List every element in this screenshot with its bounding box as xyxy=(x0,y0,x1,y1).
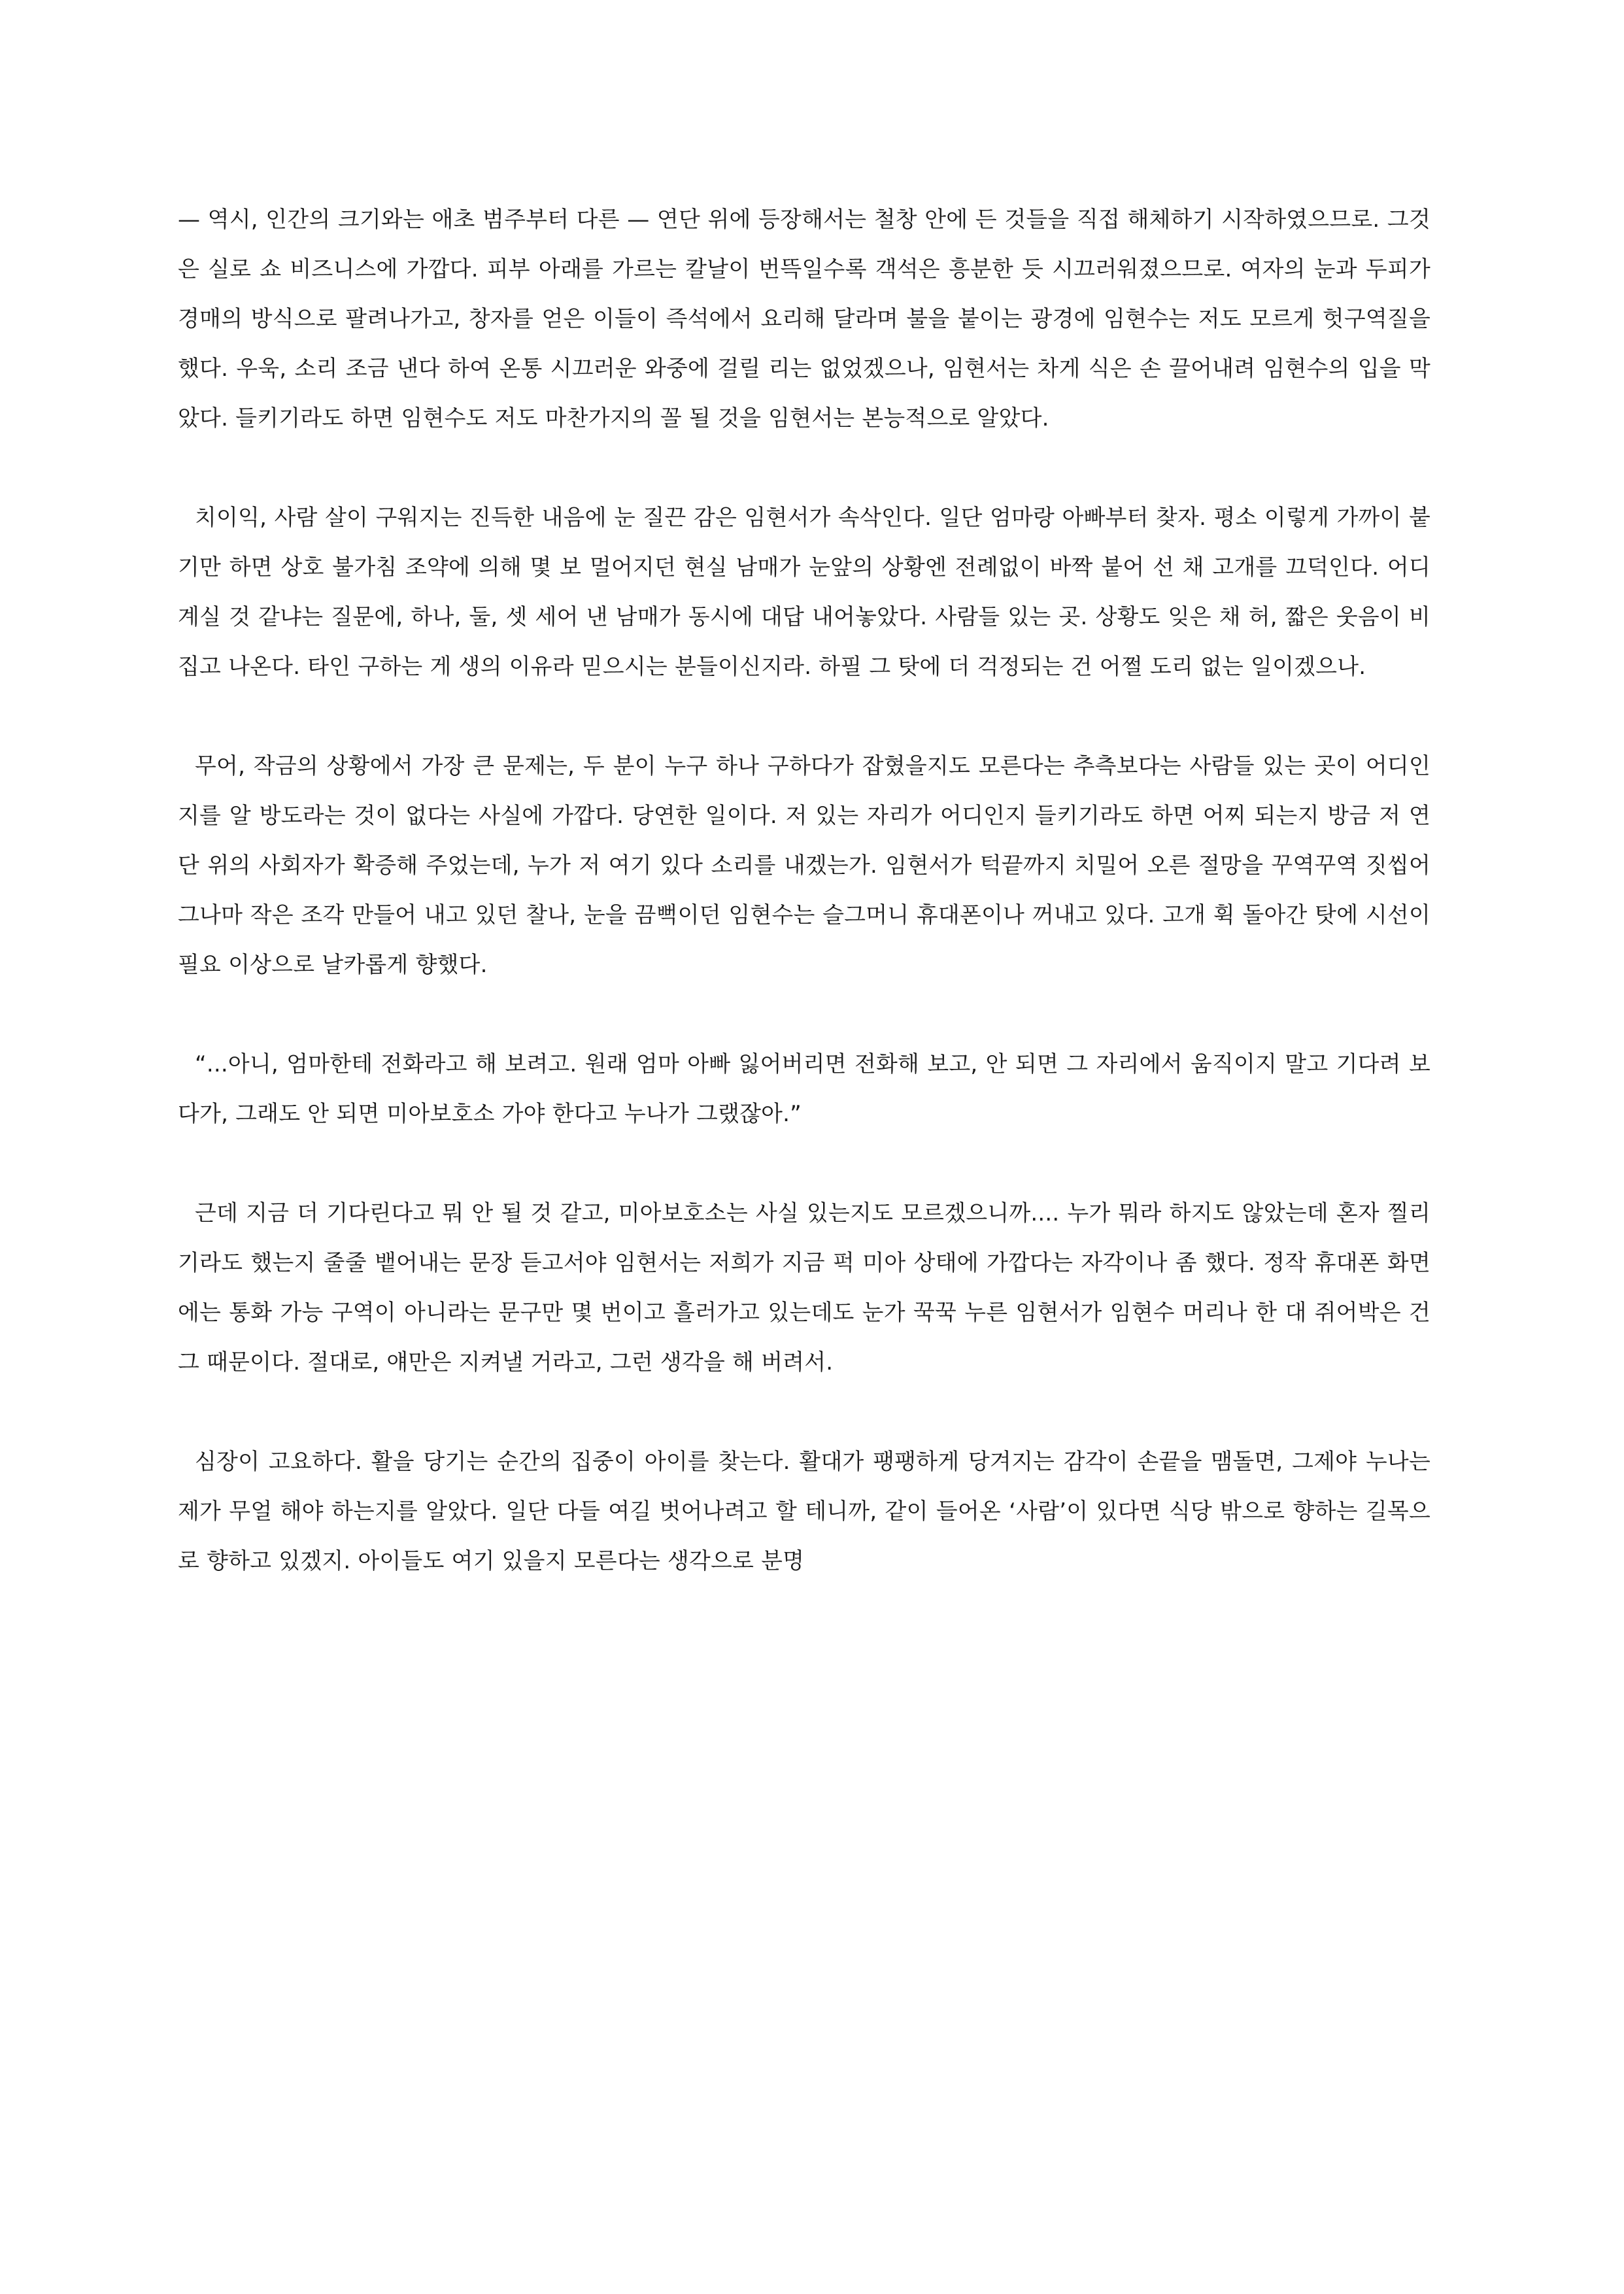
paragraph-6: 심장이 고요하다. 활을 당기는 순간의 집중이 아이를 찾는다. 활대가 팽팽하게 당겨지는 감각이 손끝을 맴돌면, 그제야 누나는 제가 무얼 해야 하는지를 알았다. 일단 다들 여길 벗어나려고 할 테니까, 같이 들어온 ‘사람’이 있다면 식당 밖으로 향하는 길목으로 향하고 있겠지. 아이들도 여기 있을지 모른다는 생각으로 분명 xyxy=(178,1449,1430,1574)
document-body xyxy=(178,195,1430,1586)
paragraph-gap xyxy=(178,1387,1430,1437)
paragraph-gap xyxy=(178,692,1430,741)
paragraph-gap xyxy=(178,1139,1430,1189)
paragraph-2: 치이익, 사람 살이 구워지는 진득한 내음에 눈 질끈 감은 임현서가 속삭인다. 일단 엄마랑 아빠부터 찾자. 평소 이렇게 가까이 붙기만 하면 상호 불가침 조약에 의해 몇 보 멀어지던 현실 남매가 눈앞의 상황엔 전례없이 바짝 붙어 선 채 고개를 끄덕인다. 어디 계실 것 같냐는 질문에, 하나, 둘, 셋 세어 낸 남매가 동시에 대답 내어놓았다. 사람들 있는 곳. 상황도 잊은 채 허, 짧은 웃음이 비집고 나온다. 타인 구하는 게 생의 이유라 믿으시는 분들이신지라. 하필 그 탓에 더 걱정되는 건 어쩔 도리 없는 일이겠으나. xyxy=(178,505,1430,680)
paragraph-5: 근데 지금 더 기다린다고 뭐 안 될 것 같고, 미아보호소는 사실 있는지도 모르겠으니까.... 누가 뭐라 하지도 않았는데 혼자 찔리기라도 했는지 줄줄 뱉어내는 문장 듣고서야 임현서는 저희가 지금 퍽 미아 상태에 가깝다는 자각이나 좀 했다. 정작 휴대폰 화면에는 통화 가능 구역이 아니라는 문구만 몇 번이고 흘러가고 있는데도 눈가 꾹꾹 누른 임현서가 임현수 머리나 한 대 쥐어박은 건 그 때문이다. 절대로, 얘만은 지켜낼 거라고, 그런 생각을 해 버려서. xyxy=(178,1200,1430,1375)
paragraph-gap xyxy=(178,990,1430,1039)
paragraph-1: — 역시, 인간의 크기와는 애초 범주부터 다른 — 연단 위에 등장해서는 철창 안에 든 것들을 직접 해체하기 시작하였으므로. 그것은 실로 쇼 비즈니스에 가깝다. 피부 아래를 가르는 칼날이 번뜩일수록 객석은 흥분한 듯 시끄러워졌으므로. 여자의 눈과 두피가 경매의 방식으로 팔려나가고, 창자를 얻은 이들이 즉석에서 요리해 달라며 불을 붙이는 광경에 임현수는 저도 모르게 헛구역질을 했다. 우욱, 소리 조금 낸다 하여 온통 시끄러운 와중에 걸릴 리는 없었겠으나, 임현서는 차게 식은 손 끌어내려 임현수의 입을 막았다. 들키기라도 하면 임현수도 저도 마찬가지의 꼴 될 것을 임현서는 본능적으로 알았다. xyxy=(178,207,1430,431)
paragraph-3: 무어, 작금의 상황에서 가장 큰 문제는, 두 분이 누구 하나 구하다가 잡혔을지도 모른다는 추측보다는 사람들 있는 곳이 어디인지를 알 방도라는 것이 없다는 사실에 가깝다. 당연한 일이다. 저 있는 자리가 어디인지 들키기라도 하면 어찌 되는지 방금 저 연단 위의 사회자가 확증해 주었는데, 누가 저 여기 있다 소리를 내겠는가. 임현서가 턱끝까지 치밀어 오른 절망을 꾸역꾸역 짓씹어 그나마 작은 조각 만들어 내고 있던 찰나, 눈을 끔뻑이던 임현수는 슬그머니 휴대폰이나 꺼내고 있다. 고개 휙 돌아간 탓에 시선이 필요 이상으로 날카롭게 향했다. xyxy=(178,753,1430,978)
paragraph-gap xyxy=(178,443,1430,493)
paragraph-4-dialogue: “...아니, 엄마한테 전화라고 해 보려고. 원래 엄마 아빠 잃어버리면 전화해 보고, 안 되면 그 자리에서 움직이지 말고 기다려 보다가, 그래도 안 되면 미아보호소 가야 한다고 누나가 그랬잖아.” xyxy=(178,1051,1430,1127)
